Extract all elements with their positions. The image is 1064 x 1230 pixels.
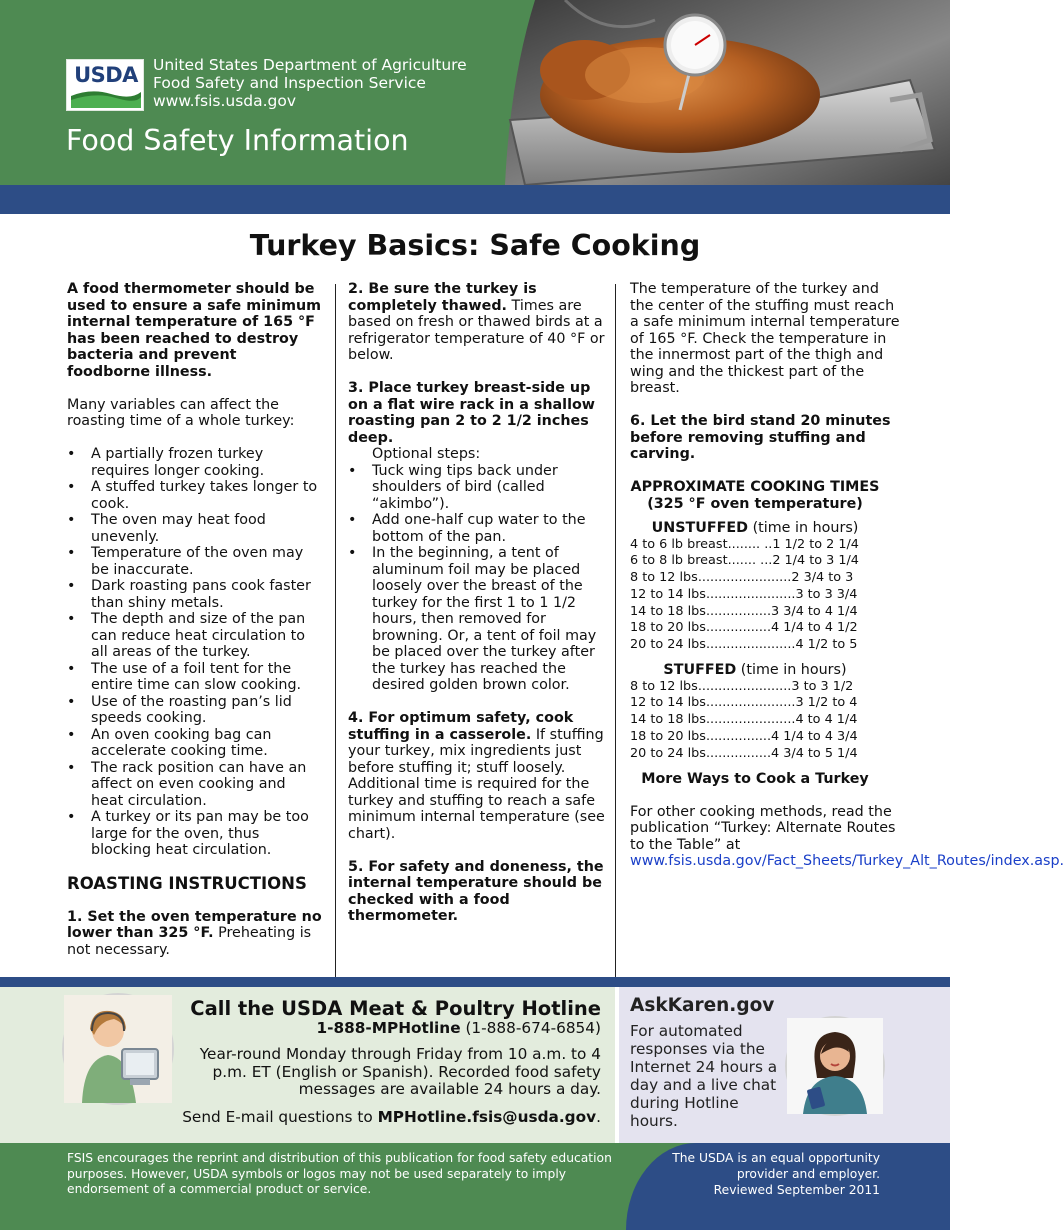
temperature-paragraph: The temperature of the turkey and the center of the stuffing must reach a safe minimum internal temperature of 165 °F. Check the temperature in the innermost part of the thigh and wing and the thickest part of the breast. xyxy=(630,281,900,396)
hotline-top-band xyxy=(0,977,950,987)
optional-steps-label: Optional steps: xyxy=(372,446,481,462)
footer-reprint-notice: FSIS encourages the reprint and distribution of this publication for food safety education purposes. However, USDA symbols or logos may not be used separately to imply endorsement of a commercial product or service. xyxy=(67,1151,612,1196)
hotline-agent-avatar xyxy=(62,993,174,1105)
footer-reviewed-date: Reviewed September 2011 xyxy=(713,1183,880,1197)
intro-paragraph: A food thermometer should be used to ensure a safe minimum internal temperature of 165 °F has been reached to destroy bacteria and prevent foodborne illness. xyxy=(67,281,322,380)
footer-eoe-line1: The USDA is an equal opportunity xyxy=(672,1151,880,1165)
step-3-heading: 3. Place turkey breast-side up on a flat wire rack in a shallow roasting pan 2 to 2 1/2 inches deep. xyxy=(348,380,595,446)
table-row: 14 to 18 lbs................3 3/4 to 4 1/4 xyxy=(630,603,858,619)
step-1-text: Preheating is not necessary. xyxy=(67,925,312,958)
column-3 xyxy=(630,281,1064,870)
karen-avatar-icon xyxy=(787,1018,883,1114)
unstuffed-table xyxy=(630,537,900,655)
roast-turkey-photo xyxy=(505,0,950,185)
hotline-title: Call the USDA Meat & Poultry Hotline xyxy=(190,997,601,1020)
hotline-email-line xyxy=(182,1108,601,1126)
list-item: • Use of the roasting pan’s lid speeds cooking. xyxy=(67,694,322,727)
usda-logo-hills-icon xyxy=(71,88,141,108)
stuffed-table-heading xyxy=(630,662,880,679)
header-banner xyxy=(0,0,950,185)
more-ways-heading: More Ways to Cook a Turkey xyxy=(641,770,869,787)
table-row: 12 to 14 lbs......................3 to 3 3/4 xyxy=(630,586,858,602)
page-title: Turkey Basics: Safe Cooking xyxy=(249,229,701,262)
footer-eoe-notice xyxy=(620,1150,880,1198)
askkaren-avatar xyxy=(785,1016,885,1116)
cooking-times-title: APPROXIMATE COOKING TIMES xyxy=(630,479,880,495)
step-4-heading: 4. For optimum safety, cook stuffing in a casserole. xyxy=(348,710,574,743)
column-divider xyxy=(335,284,336,978)
agency-department: United States Department of Agriculture xyxy=(153,56,467,74)
askkaren-text: For automated responses via the Internet 24 hours a day and a live chat during Hotline hours. xyxy=(630,1022,778,1130)
header-blue-band xyxy=(0,185,950,214)
hotline-phone xyxy=(316,1019,601,1037)
table-row: 4 to 6 lb breast........ ..1 1/2 to 2 1/4 xyxy=(630,536,859,552)
step-2 xyxy=(348,281,606,364)
step-4-text: If stuffing your turkey, mix ingredients just before stuffing it; stuff loosely. Additional time is required for the turkey and stuffing to reach a safe minimum internal temperature (see chart). xyxy=(348,726,605,842)
variables-list xyxy=(67,446,322,859)
hotline-phone-vanity[interactable]: 1-888-MPHotline xyxy=(316,1019,461,1037)
table-row: 6 to 8 lb breast....... ...2 1/4 to 3 1/4 xyxy=(630,553,859,569)
table-row: 12 to 14 lbs......................3 1/2 to 4 xyxy=(630,695,858,711)
optional-steps-list xyxy=(348,463,606,694)
list-item: • A partially frozen turkey requires longer cooking. xyxy=(67,446,322,479)
table-row: 14 to 18 lbs......................4 to 4 1/4 xyxy=(630,712,858,728)
agency-service: Food Safety and Inspection Service xyxy=(153,74,426,92)
table-row: 18 to 20 lbs................4 1/4 to 4 1/2 xyxy=(630,620,858,636)
list-item: • Tuck wing tips back under shoulders of bird (called “akimbo”). xyxy=(348,463,606,513)
time-unit-label: (time in hours) xyxy=(748,520,859,536)
list-item: • A turkey or its pan may be too large for the oven, thus blocking heat circulation. xyxy=(67,809,322,859)
table-row: 20 to 24 lbs......................4 1/2 to 5 xyxy=(630,637,858,653)
step-5-heading: 5. For safety and doneness, the internal temperature should be checked with a food thermometer. xyxy=(348,858,604,924)
table-row: 18 to 20 lbs................4 1/4 to 4 3/4 xyxy=(630,728,858,744)
footer-eoe-line2: provider and employer. xyxy=(736,1167,880,1181)
list-item: • The rack position can have an affect on even cooking and heat circulation. xyxy=(67,760,322,810)
cooking-times-subtitle: (325 °F oven temperature) xyxy=(647,495,863,512)
step-6-heading: 6. Let the bird stand 20 minutes before removing stuffing and carving. xyxy=(630,413,891,462)
step-4 xyxy=(348,710,606,842)
alt-routes-link[interactable]: www.fsis.usda.gov/Fact_Sheets/Turkey_Alt_Routes/index.asp. xyxy=(630,853,1064,870)
step-2-text: Times are based on fresh or thawed birds at a refrigerator temperature of 40 °F or below. xyxy=(348,297,605,363)
step-1 xyxy=(67,909,322,959)
list-item: • The use of a foil tent for the entire time can slow cooking. xyxy=(67,661,322,694)
agency-block xyxy=(153,56,467,110)
agency-website[interactable]: www.fsis.usda.gov xyxy=(153,92,297,110)
stuffed-label: STUFFED xyxy=(663,662,737,679)
more-ways-text: For other cooking methods, read the publication “Turkey: Alternate Routes to the Table” at xyxy=(630,803,896,853)
table-row: 8 to 12 lbs.......................2 3/4 to 3 xyxy=(630,570,854,586)
email-suffix: . xyxy=(596,1108,601,1126)
step-2-heading: 2. Be sure the turkey is completely thawed. xyxy=(348,281,537,314)
stuffed-table xyxy=(630,679,900,763)
hotline-phone-number[interactable]: (1-888-674-6854) xyxy=(460,1019,601,1037)
list-item: • Dark roasting pans cook faster than shiny metals. xyxy=(67,578,322,611)
step-1-heading: 1. Set the oven temperature no lower than 325 °F. xyxy=(67,908,322,941)
cooking-times-heading xyxy=(630,479,880,512)
list-item: • The depth and size of the pan can reduce heat circulation to all areas of the turkey. xyxy=(67,611,322,661)
email-prefix: Send E-mail questions to xyxy=(182,1108,378,1126)
table-row: 20 to 24 lbs................4 3/4 to 5 1/4 xyxy=(630,745,858,761)
section-title: Food Safety Information xyxy=(66,124,409,157)
more-ways-paragraph xyxy=(630,803,1064,870)
usda-logo-text: USDA xyxy=(74,63,138,87)
list-item: • An oven cooking bag can accelerate cooking time. xyxy=(67,727,322,760)
roasting-instructions-heading: ROASTING INSTRUCTIONS xyxy=(67,874,307,893)
column-1 xyxy=(67,281,322,958)
list-item: • Temperature of the oven may be inaccurate. xyxy=(67,545,322,578)
hotline-hours: Year-round Monday through Friday from 10 a.m. to 4 p.m. ET (English or Spanish). Recorded food safety messages are available 24 hours a day. xyxy=(199,1045,601,1098)
askkaren-title[interactable]: AskKaren.gov xyxy=(630,995,775,1016)
list-item: • The oven may heat food unevenly. xyxy=(67,512,322,545)
list-item: • In the beginning, a tent of aluminum foil may be placed loosely over the breast of the turkey for the first 1 to 1 1/2 hours, then removed for browning. Or, a tent of foil may be placed over the turkey after the turkey has reached the desired golden brown color. xyxy=(348,545,606,694)
headset-agent-icon xyxy=(64,995,172,1103)
column-divider xyxy=(615,284,616,978)
unstuffed-table-heading xyxy=(630,520,880,537)
list-item: • A stuffed turkey takes longer to cook. xyxy=(67,479,322,512)
section-divider xyxy=(615,987,619,1143)
list-item: • Add one-half cup water to the bottom of the pan. xyxy=(348,512,606,545)
hotline-email-link[interactable]: MPHotline.fsis@usda.gov xyxy=(377,1108,597,1126)
usda-logo xyxy=(66,59,144,111)
table-row: 8 to 12 lbs.......................3 to 3 1/2 xyxy=(630,678,854,694)
unstuffed-label: UNSTUFFED xyxy=(651,520,749,536)
column-2 xyxy=(348,281,606,925)
variables-intro: Many variables can affect the roasting time of a whole turkey: xyxy=(67,396,295,429)
time-unit-label: (time in hours) xyxy=(736,662,847,679)
